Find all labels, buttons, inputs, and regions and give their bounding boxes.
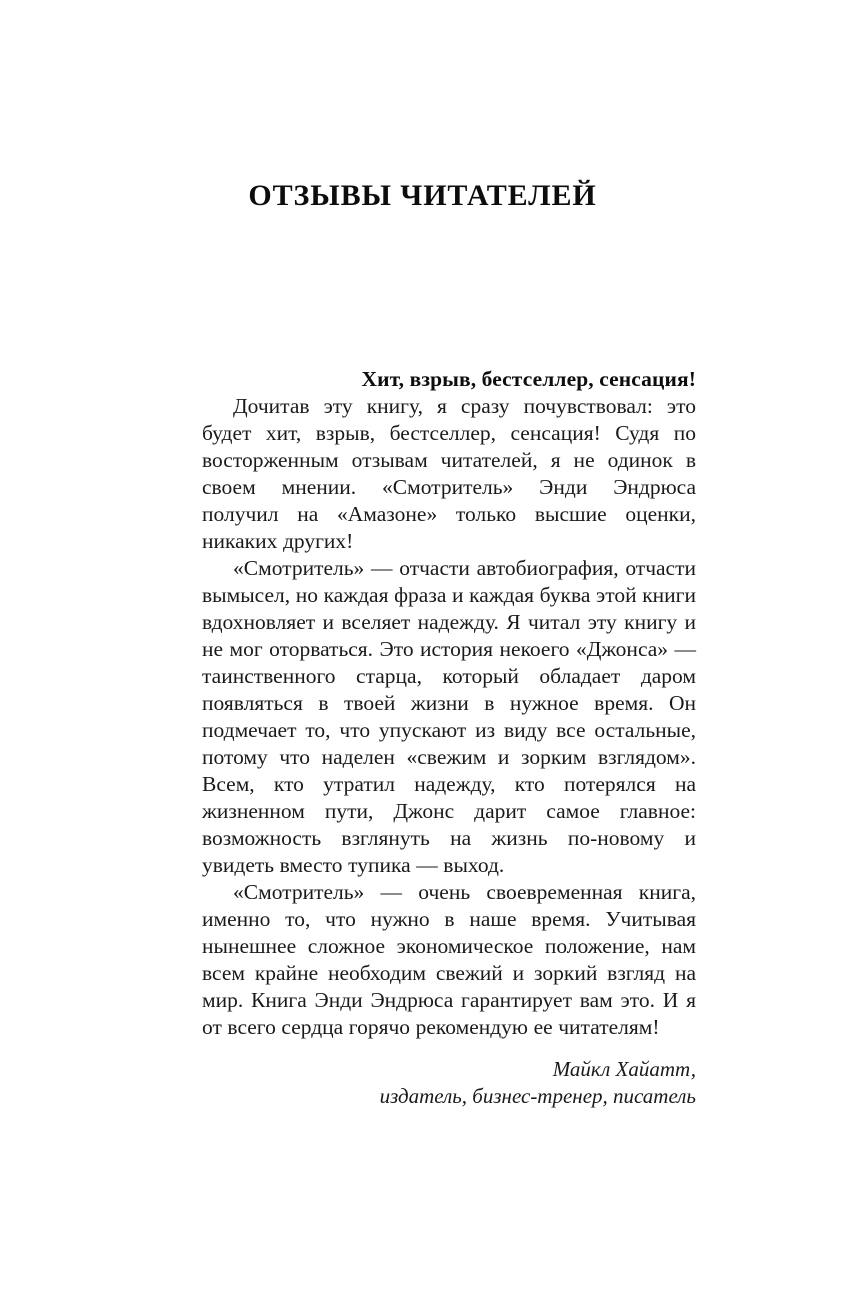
testimonial-paragraph-1: Дочитав эту книгу, я сразу почувствовал: это будет хит, взрыв, бестселлер, сенсация! Судя по восторженным отзывам читателей, я не одинок в своем мнении. «Смотритель» Энди Эндрюса получил на «Амазоне» только высшие оценки, никаких других!: [202, 394, 696, 553]
testimonial-heading: Хит, взрыв, бестселлер, сенсация!: [361, 367, 696, 391]
testimonial-text-column: [202, 366, 696, 1041]
testimonial-paragraph-3: «Смотритель» — очень своевременная книга, именно то, что нужно в наше время. Учитывая нынешнее сложное экономическое положение, нам всем крайне необходим свежий и зоркий взгляд на мир. Книга Энди Эндрюса гарантирует вам это. И я от всего сердца горячо рекомендую ее читателям!: [202, 880, 696, 1039]
page-title: ОТЗЫВЫ ЧИТАТЕЛЕЙ: [248, 179, 597, 213]
testimonial-signature: [202, 1056, 696, 1110]
signature-author-name: Майкл Хайатт,: [552, 1057, 696, 1081]
signature-author-credentials: издатель, бизнес-тренер, писатель: [379, 1084, 696, 1108]
testimonial-paragraph-2: «Смотритель» — отчасти автобиография, отчасти вымысел, но каждая фраза и каждая буква этой книги вдохновляет и вселяет надежду. Я читал эту книгу и не мог оторваться. Это история некоего «Джонса» — таинственного старца, который обладает даром появляться в твоей жизни в нужное время. Он подмечает то, что упускают из виду все остальные, потому что наделен «свежим и зорким взглядом». Всем, кто утратил надежду, кто потерялся на жизненном пути, Джонс дарит самое главное: возможность взглянуть на жизнь по-новому и увидеть вместо тупика — выход.: [202, 556, 696, 877]
